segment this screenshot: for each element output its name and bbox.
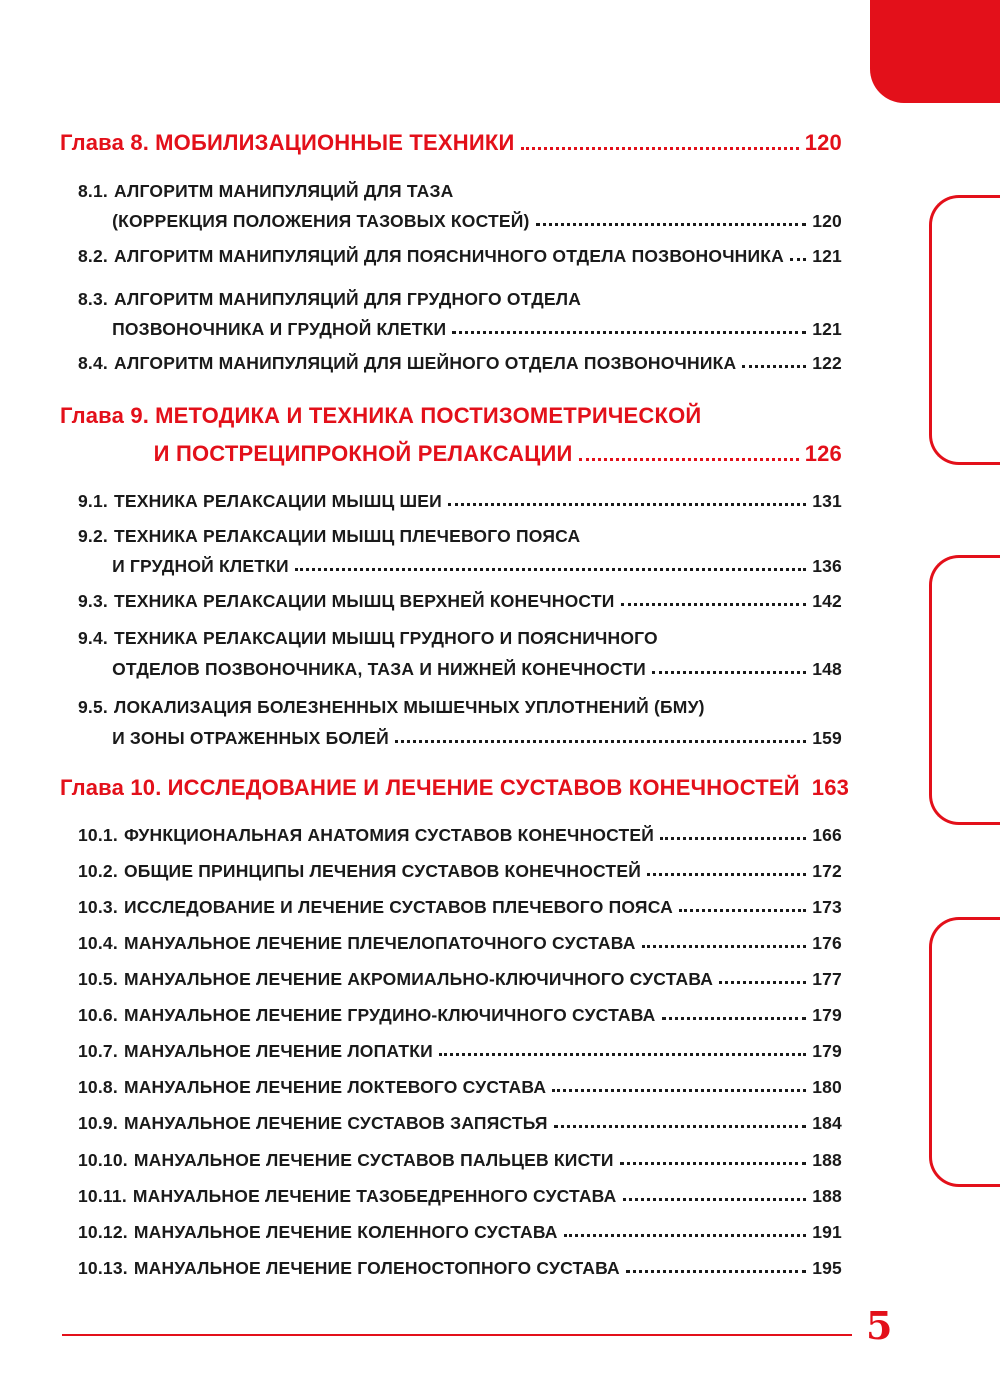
chapter-row — [60, 122, 842, 156]
section-row — [78, 1028, 842, 1062]
dot-leader — [623, 1198, 807, 1201]
section-row — [78, 1245, 842, 1279]
page-ref: 173 — [812, 897, 842, 917]
section-number: 10.3. — [78, 897, 118, 917]
section-number: 10.12. — [78, 1222, 128, 1242]
section-number: 10.13. — [78, 1258, 128, 1278]
chapter-row — [60, 767, 850, 801]
chapter-row — [60, 395, 842, 429]
red-corner-tab — [870, 0, 1000, 103]
dot-leader — [626, 1270, 806, 1273]
section-row — [78, 1064, 842, 1098]
dot-leader — [742, 365, 806, 368]
section-title: ЛОКАЛИЗАЦИЯ БОЛЕЗНЕННЫХ МЫШЕЧНЫХ УПЛОТНЕНИЙ (БМУ) — [114, 697, 705, 717]
page-ref: 166 — [812, 825, 842, 845]
side-tab-3 — [929, 917, 1000, 1187]
page-ref: 136 — [812, 556, 842, 576]
dot-leader — [660, 837, 806, 840]
dot-leader — [295, 568, 806, 571]
footer-rule — [62, 1334, 852, 1336]
section-row — [78, 646, 842, 680]
chapter-number: Глава 9. — [60, 403, 150, 428]
section-title: АЛГОРИТМ МАНИПУЛЯЦИЙ ДЛЯ ШЕЙНОГО ОТДЕЛА ПОЗВОНОЧНИКА — [114, 353, 737, 373]
section-number: 10.10. — [78, 1150, 128, 1170]
section-row — [78, 920, 842, 954]
dot-leader — [790, 258, 806, 261]
section-title: ИССЛЕДОВАНИЕ И ЛЕЧЕНИЕ СУСТАВОВ ПЛЕЧЕВОГО ПОЯСА — [123, 897, 673, 917]
section-row — [78, 168, 842, 202]
dot-leader — [552, 1089, 806, 1092]
section-number: 10.11. — [78, 1186, 127, 1206]
page-ref: 172 — [812, 861, 842, 881]
section-title: ТЕХНИКА РЕЛАКСАЦИИ МЫШЦ ГРУДНОГО И ПОЯСНИЧНОГО — [114, 628, 658, 648]
section-number: 10.5. — [78, 969, 118, 989]
dot-leader — [620, 1162, 807, 1165]
section-title: ОТДЕЛОВ ПОЗВОНОЧНИКА, ТАЗА И НИЖНЕЙ КОНЕЧНОСТИ — [112, 659, 646, 679]
dot-leader — [662, 1017, 807, 1020]
page-ref: 159 — [812, 728, 842, 748]
section-row — [78, 956, 842, 990]
page-ref: 142 — [812, 591, 842, 611]
page-number: 5 — [866, 1303, 893, 1348]
section-number: 8.3. — [78, 289, 108, 309]
section-title: ОБЩИЕ ПРИНЦИПЫ ЛЕЧЕНИЯ СУСТАВОВ КОНЕЧНОСТЕЙ — [123, 861, 641, 881]
page-ref: 191 — [812, 1222, 842, 1242]
page-ref: 188 — [812, 1186, 842, 1206]
section-title: МАНУАЛЬНОЕ ЛЕЧЕНИЕ СУСТАВОВ ПАЛЬЦЕВ КИСТИ — [133, 1150, 614, 1170]
section-row — [78, 812, 842, 846]
chapter-row — [60, 433, 842, 467]
chapter-number: Глава 10. — [60, 775, 162, 800]
dot-leader — [719, 981, 806, 984]
dot-leader — [652, 671, 806, 674]
section-number: 10.7. — [78, 1041, 118, 1061]
chapter-title: МОБИЛИЗАЦИОННЫЕ ТЕХНИКИ — [155, 130, 515, 155]
section-row — [78, 884, 842, 918]
dot-leader — [642, 945, 807, 948]
section-number: 10.6. — [78, 1005, 118, 1025]
dot-leader — [679, 909, 806, 912]
section-row — [78, 615, 842, 649]
section-title: И ГРУДНОЙ КЛЕТКИ — [112, 556, 289, 576]
section-number: 10.9. — [78, 1113, 118, 1133]
section-row — [78, 233, 842, 267]
dot-leader — [647, 873, 806, 876]
dot-leader — [448, 503, 806, 506]
section-row — [78, 578, 842, 612]
dot-leader — [536, 223, 807, 226]
page-ref: 184 — [812, 1113, 842, 1133]
dot-leader — [521, 147, 799, 150]
page-ref: 121 — [812, 246, 842, 266]
section-number: 8.2. — [78, 246, 108, 266]
page-ref: 177 — [812, 969, 842, 989]
section-row — [78, 198, 842, 232]
section-row — [78, 306, 842, 340]
page-ref: 180 — [812, 1077, 842, 1097]
section-number: 8.4. — [78, 353, 108, 373]
section-number: 8.1. — [78, 181, 108, 201]
chapter-title: И ПОСТРЕЦИПРОКНОЙ РЕЛАКСАЦИИ — [153, 441, 573, 466]
section-row — [78, 848, 842, 882]
section-title: МАНУАЛЬНОЕ ЛЕЧЕНИЕ АКРОМИАЛЬНО-КЛЮЧИЧНОГО СУСТАВА — [123, 969, 714, 989]
section-number: 9.5. — [78, 697, 108, 717]
section-title: МАНУАЛЬНОЕ ЛЕЧЕНИЕ СУСТАВОВ ЗАПЯСТЬЯ — [123, 1113, 548, 1133]
section-number: 10.4. — [78, 933, 118, 953]
dot-leader — [621, 603, 807, 606]
section-row — [78, 340, 842, 374]
page-ref: 176 — [812, 933, 842, 953]
page-ref: 120 — [804, 130, 842, 155]
dot-leader — [395, 740, 806, 743]
dot-leader — [554, 1125, 807, 1128]
section-title: МАНУАЛЬНОЕ ЛЕЧЕНИЕ ЛОПАТКИ — [123, 1041, 433, 1061]
dot-leader — [579, 458, 799, 461]
section-title: МАНУАЛЬНОЕ ЛЕЧЕНИЕ КОЛЕННОГО СУСТАВА — [133, 1222, 558, 1242]
section-number: 10.1. — [78, 825, 118, 845]
section-number: 10.2. — [78, 861, 118, 881]
section-title: ТЕХНИКА РЕЛАКСАЦИИ МЫШЦ ВЕРХНЕЙ КОНЕЧНОСТИ — [114, 591, 615, 611]
section-row — [78, 715, 842, 749]
section-row — [78, 513, 842, 547]
page-ref: 126 — [804, 441, 842, 466]
section-row — [78, 478, 842, 512]
page-ref: 120 — [812, 211, 842, 231]
page-ref: 131 — [812, 491, 842, 511]
section-title: МАНУАЛЬНОЕ ЛЕЧЕНИЕ ПЛЕЧЕЛОПАТОЧНОГО СУСТАВА — [123, 933, 636, 953]
section-title: АЛГОРИТМ МАНИПУЛЯЦИЙ ДЛЯ ГРУДНОГО ОТДЕЛА — [114, 289, 582, 309]
page-ref: 179 — [812, 1041, 842, 1061]
section-title: АЛГОРИТМ МАНИПУЛЯЦИЙ ДЛЯ ПОЯСНИЧНОГО ОТДЕЛА ПОЗВОНОЧНИКА — [114, 246, 785, 266]
chapter-title: МЕТОДИКА И ТЕХНИКА ПОСТИЗОМЕТРИЧЕСКОЙ — [155, 403, 702, 428]
dot-leader — [439, 1053, 806, 1056]
chapter-number: Глава 8. — [60, 130, 150, 155]
section-row — [78, 543, 842, 577]
page-ref: 195 — [812, 1258, 842, 1278]
section-number: 9.3. — [78, 591, 108, 611]
section-row — [78, 276, 842, 310]
section-title: АЛГОРИТМ МАНИПУЛЯЦИЙ ДЛЯ ТАЗА — [114, 181, 454, 201]
section-title: ТЕХНИКА РЕЛАКСАЦИИ МЫШЦ ШЕИ — [114, 491, 442, 511]
page-ref: 148 — [812, 659, 842, 679]
section-title: ТЕХНИКА РЕЛАКСАЦИИ МЫШЦ ПЛЕЧЕВОГО ПОЯСА — [114, 526, 581, 546]
section-row — [78, 992, 842, 1026]
page-ref: 188 — [812, 1150, 842, 1170]
dot-leader — [564, 1234, 807, 1237]
section-row — [78, 1173, 842, 1207]
chapter-title: ИССЛЕДОВАНИЕ И ЛЕЧЕНИЕ СУСТАВОВ КОНЕЧНОСТЕЙ — [167, 775, 800, 800]
section-title: МАНУАЛЬНОЕ ЛЕЧЕНИЕ ГОЛЕНОСТОПНОГО СУСТАВА — [133, 1258, 620, 1278]
section-row — [78, 1100, 842, 1134]
section-title: ПОЗВОНОЧНИКА И ГРУДНОЙ КЛЕТКИ — [112, 319, 447, 339]
section-number: 9.1. — [78, 491, 108, 511]
side-tab-2 — [929, 555, 1000, 825]
page-ref: 121 — [812, 319, 842, 339]
section-title: МАНУАЛЬНОЕ ЛЕЧЕНИЕ ЛОКТЕВОГО СУСТАВА — [123, 1077, 547, 1097]
section-title: ФУНКЦИОНАЛЬНАЯ АНАТОМИЯ СУСТАВОВ КОНЕЧНОСТЕЙ — [123, 825, 655, 845]
section-title: И ЗОНЫ ОТРАЖЕННЫХ БОЛЕЙ — [112, 728, 389, 748]
section-title: МАНУАЛЬНОЕ ЛЕЧЕНИЕ ТАЗОБЕДРЕННОГО СУСТАВА — [132, 1186, 617, 1206]
page-ref: 179 — [812, 1005, 842, 1025]
dot-leader — [452, 331, 806, 334]
page-ref: 163 — [811, 775, 850, 800]
section-row — [78, 1209, 842, 1243]
section-number: 9.2. — [78, 526, 108, 546]
section-title: МАНУАЛЬНОЕ ЛЕЧЕНИЕ ГРУДИНО-КЛЮЧИЧНОГО СУСТАВА — [123, 1005, 656, 1025]
section-number: 10.8. — [78, 1077, 118, 1097]
section-row — [78, 684, 842, 718]
section-row — [78, 1137, 842, 1171]
section-title: (КОРРЕКЦИЯ ПОЛОЖЕНИЯ ТАЗОВЫХ КОСТЕЙ) — [112, 211, 530, 231]
page-ref: 122 — [812, 353, 842, 373]
side-tab-1 — [929, 195, 1000, 465]
section-number: 9.4. — [78, 628, 108, 648]
